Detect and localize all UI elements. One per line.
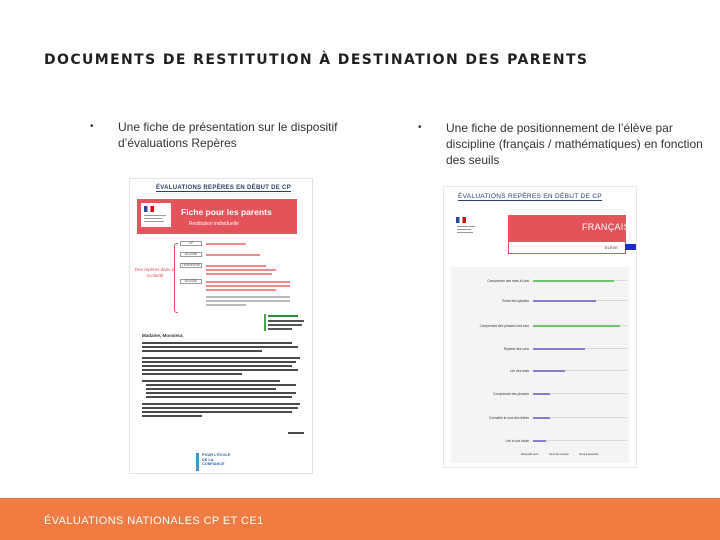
slide-title: DOCUMENTS DE RESTITUTION À DESTINATION DES PARENTS	[44, 52, 589, 68]
graph-row	[451, 277, 629, 286]
stage-chip: CP	[180, 241, 202, 246]
graph-legend-item: Dispositif seuil	[521, 453, 539, 456]
footer-title: ÉVALUATIONS NATIONALES CP ET CE1	[44, 515, 264, 527]
doc-header: ÉVALUATIONS REPÈRES EN DÉBUT DE CP	[458, 193, 602, 200]
graph-row	[451, 390, 629, 399]
footer-bar	[0, 498, 720, 540]
graph-bar	[533, 393, 550, 395]
student-sheet-thumbnail	[443, 186, 637, 468]
graph-row-label: Comprendre des phrases	[493, 392, 529, 396]
ministry-logo	[454, 215, 478, 235]
flag-icon	[456, 217, 466, 223]
greeting: Madame, Monsieur,	[142, 333, 184, 338]
graph-bar	[533, 440, 546, 442]
side-label: Des repères dans la scolarité	[134, 267, 176, 278]
sheet-subtitle: Restitution individuelle	[189, 221, 239, 227]
graph-row	[451, 297, 629, 306]
ecole-confiance-logo: POUR L'ÉCOLE DE LA CONFIANCE	[196, 453, 236, 471]
graph-legend-item: Seuil à atteindre	[579, 453, 599, 456]
stage-chip: GLISSE	[180, 279, 202, 284]
bullet-marker: •	[418, 122, 422, 133]
flag-icon	[144, 206, 154, 212]
parent-sheet-thumbnail	[129, 178, 313, 474]
redacted-name	[625, 244, 637, 250]
graph-row-label: Lire des mots	[509, 369, 529, 373]
ministry-logo	[141, 203, 171, 227]
graph-bar	[533, 417, 550, 419]
graph-row-label: Connaître le nom des lettres	[488, 416, 529, 420]
graph-row-label: Lire à voix haute	[505, 439, 529, 443]
graph-row-label: Écrire des syllabes	[502, 299, 529, 303]
graph-bar	[533, 325, 620, 327]
graph-bar	[533, 348, 585, 350]
graph-bar	[533, 370, 565, 372]
graph-row-label: Repérer des sons	[503, 347, 529, 351]
subject-banner	[508, 215, 630, 241]
graph-row	[451, 367, 629, 376]
bullet-marker: •	[90, 121, 94, 132]
graph-row	[451, 345, 629, 354]
graph-row	[451, 414, 629, 423]
more-info-box	[264, 314, 306, 331]
graph-row-label: Comprendre des phrases lues seul	[479, 324, 529, 328]
graph-row	[451, 322, 629, 331]
student-name-box	[508, 241, 626, 254]
subject-title: FRANÇAIS	[582, 222, 630, 232]
bullet-text: Une fiche de présentation sur le dispositif d’évaluations Repères	[118, 120, 338, 150]
stage-chip: GLISSE	[180, 252, 202, 257]
bullet-text: Une fiche de positionnement de l’élève par discipline (français / mathématiques) en fonction des seuils	[446, 121, 703, 167]
student-name-prefix: ÉLÈVE	[605, 245, 618, 250]
graph-row	[451, 437, 629, 446]
sheet-title: Fiche pour les parents	[181, 207, 272, 217]
title-banner	[137, 199, 297, 234]
graph-bar	[533, 280, 614, 282]
doc-header: ÉVALUATIONS REPÈRES EN DÉBUT DE CP	[156, 185, 291, 191]
results-graph	[451, 267, 629, 463]
graph-bar	[533, 300, 596, 302]
graph-row-label: Comprendre des mots à l'oral	[487, 279, 529, 283]
graph-legend-item: Seuil de réussite	[549, 453, 569, 456]
graph-row-track	[533, 440, 627, 441]
brace-decoration	[174, 243, 178, 313]
stage-chip: TRAVERSE	[181, 263, 201, 267]
